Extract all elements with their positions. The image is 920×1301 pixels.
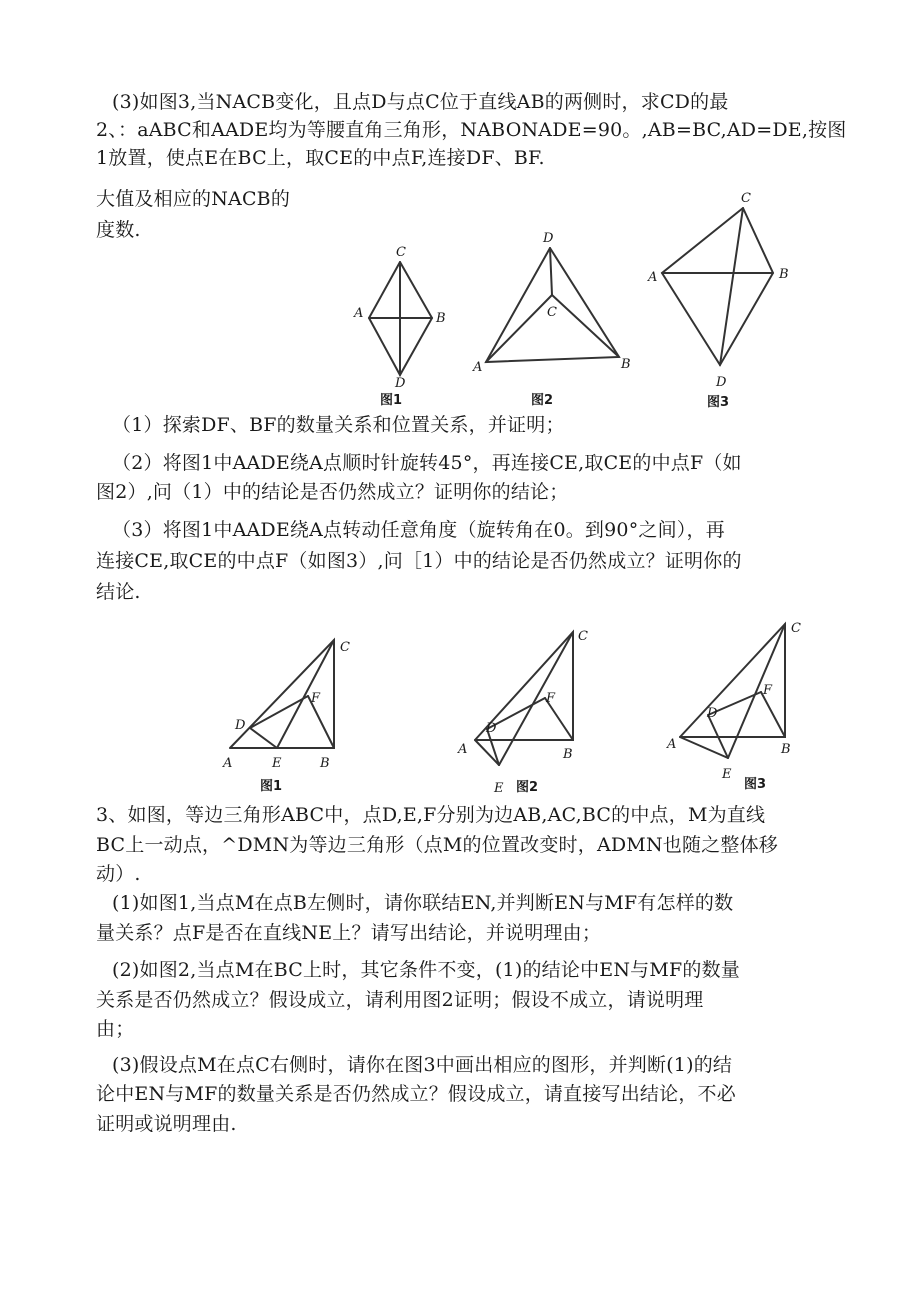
fig1-label-a: A [354,306,364,321]
fig1-caption: 图1 [380,393,403,408]
bottom-figures [210,610,830,800]
bfig1-de [250,728,277,748]
bfig2-label-d: D [486,721,497,736]
text-line: 论中EN与MF的数量关系是否仍然成立？假设成立，请直接写出结论，不必 [96,1083,736,1105]
text-line: (3)假设点M在点C右侧时，请你在图3中画出相应的图形，并判断(1)的结 [112,1054,733,1076]
bfig3-label-b: B [781,742,791,757]
bfig1-df [250,696,308,728]
bfig2-ec [499,632,573,765]
bfig3-caption: 图3 [744,777,767,792]
text-line: 大值及相应的NACB的 [96,188,291,210]
bfig1-caption: 图1 [260,779,283,794]
bfig2-label-f: F [546,691,556,706]
bfig3-fb [761,692,785,737]
bfig3-triangle-abc [680,624,785,737]
fig3-cd [720,208,743,365]
top-fig2 [472,231,631,408]
text-line: （1）探索DF、BF的数量关系和位置关系，并证明； [112,414,565,436]
fig3-caption: 图3 [707,395,730,410]
text-line: (1)如图1,当点M在点B左侧时，请你联结EN,并判断EN与MF有怎样的数 [112,892,734,914]
bfig3-label-f: F [763,683,773,698]
text-line: 1放置，使点E在BC上，取CE的中点F,连接DF、BF. [96,147,545,169]
bfig1-label-b: B [320,756,330,771]
bottom-fig2 [457,629,588,796]
fig2-dc [550,248,552,295]
fig3-kite [662,208,773,365]
fig2-label-c: C [547,305,557,320]
fig2-caption: 图2 [531,393,554,408]
text-line: BC上一动点，^DMN为等边三角形（点M的位置改变时，ADMN也随之整体移 [96,834,778,856]
text-line: （3）将图1中AADE绕A点转动任意角度（旋转角在0。到90°之间），再 [112,519,725,541]
text-line: 证明或说明理由. [96,1113,237,1135]
bottom-fig3 [666,621,801,792]
bfig1-label-e: E [272,756,282,771]
bfig2-label-a: A [458,742,468,757]
bfig3-label-e: E [722,767,732,782]
text-line: 图2）,问（1）中的结论是否仍然成立？证明你的结论； [96,481,569,503]
bfig2-caption: 图2 [516,780,539,795]
fig3-label-d: D [716,375,727,390]
bfig3-label-c: C [791,621,801,636]
text-line: (2)如图2,当点M在BC上时，其它条件不变，(1)的结论中EN与MF的数量 [112,959,740,981]
bfig3-label-d: D [707,706,718,721]
text-line: 由； [96,1018,135,1040]
fig2-label-d: D [543,231,554,246]
text-line: 3、如图，等边三角形ABC中，点D,E,F分别为边AB,AC,BC的中点，M为直线 [96,804,766,826]
bottom-fig1 [222,640,350,794]
text-line: 量关系？点F是否在直线NE上？请写出结论，并说明理由； [96,922,602,944]
text-line: (3)如图3,当NACB变化，且点D与点C位于直线AB的两侧时，求CD的最 [112,91,729,113]
text-line: 度数. [96,219,141,241]
fig1-label-b: B [436,311,446,326]
top-fig3 [647,191,789,410]
fig2-label-a: A [473,360,483,375]
fig3-label-b: B [779,267,789,282]
text-line: 动）. [96,863,141,885]
text-line: 结论. [96,581,141,603]
text-line: 连接CE,取CE的中点F（如图3）,问［1）中的结论是否仍然成立？证明你的 [96,550,742,572]
bfig1-label-f: F [311,691,321,706]
fig1-label-d: D [395,376,406,391]
bfig1-label-c: C [340,640,350,655]
top-figures [340,185,810,413]
fig3-label-a: A [648,270,658,285]
text-line: 2、：aABC和AADE均为等腰直角三角形，NABONADE=90。,AB=BC,AD=DE,按图 [96,119,847,141]
text-line: （2）将图1中AADE绕A点顺时针旋转45°，再连接CE,取CE的中点F（如 [112,452,742,474]
fig3-label-c: C [741,191,751,206]
bfig3-label-a: A [667,737,677,752]
bfig1-label-d: D [235,718,246,733]
text-line: 关系是否仍然成立？假设成立，请利用图2证明；假设不成立，请说明理 [96,989,704,1011]
bfig2-label-b: B [563,747,573,762]
bfig2-label-c: C [578,629,588,644]
fig1-label-c: C [396,245,406,260]
bfig2-label-e: E [494,781,504,796]
top-fig1 [353,245,446,408]
fig2-label-b: B [621,357,631,372]
bfig1-label-a: A [223,756,233,771]
